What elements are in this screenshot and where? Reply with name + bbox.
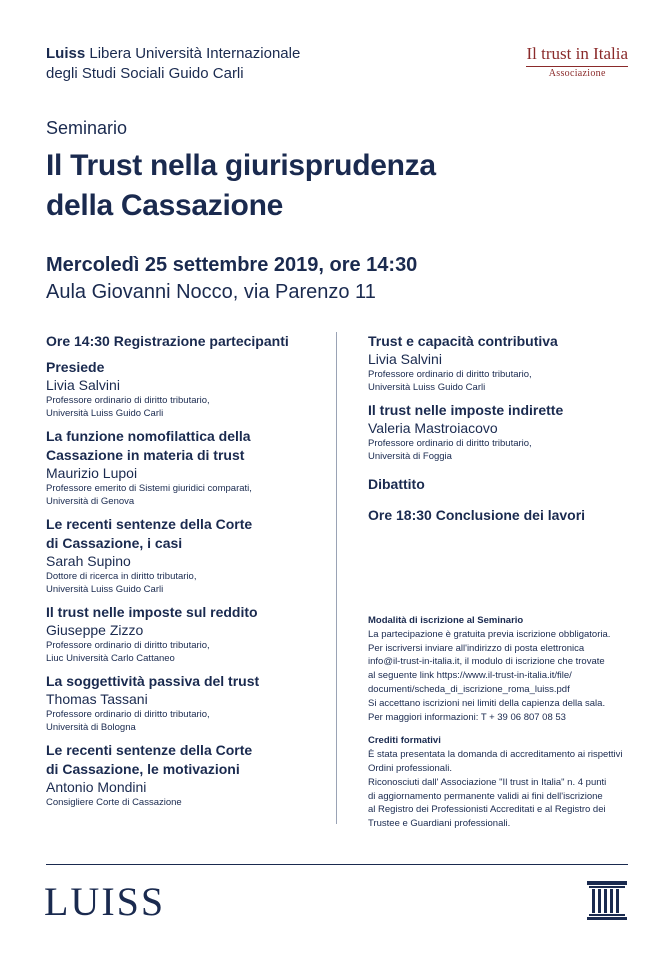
credits-line: È stata presentata la domanda di accreditamento ai rispettivi (368, 749, 623, 761)
trust-in-italia-logo (526, 44, 628, 79)
speaker-desc: Consigliere Corte di Cassazione (46, 797, 182, 808)
item-heading: Trust e capacità contributiva (368, 333, 558, 349)
institution-name (46, 44, 300, 84)
item-heading: La funzione nomofilattica della (46, 428, 251, 444)
program-item (46, 515, 316, 596)
registration-line: Per iscriversi inviare all'indirizzo di posta elettronica (368, 642, 585, 654)
program-item (46, 332, 316, 351)
item-heading: Il trust nelle imposte indirette (368, 402, 564, 418)
speaker-name: Maurizio Lupoi (46, 465, 138, 481)
speaker-desc: Università Luiss Guido Carli (46, 584, 164, 595)
speaker-name: Sarah Supino (46, 553, 131, 569)
columns-icon (586, 880, 628, 925)
speaker-desc: Professore ordinario di diritto tributario, (46, 640, 210, 651)
item-heading: Le recenti sentenze della Corte (46, 742, 253, 758)
speaker-desc: Liuc Università Carlo Cattaneo (46, 653, 175, 664)
item-heading: di Cassazione, le motivazioni (46, 761, 240, 777)
registration-line: Per maggiori informazioni: T + 39 06 807 08 53 (368, 711, 566, 723)
credits-line: Trustee e Guardiani professionali. (368, 818, 511, 830)
registration-line: info@il-trust-in-italia.it, il modulo di iscrizione che trovate (368, 656, 605, 668)
program-item (46, 741, 316, 809)
speaker-desc: Professore ordinario di diritto tributario, (368, 369, 532, 380)
credits-line: Ordini professionali. (368, 762, 452, 774)
speaker-desc: Università Luiss Guido Carli (368, 382, 486, 393)
event-title-line1: Il Trust nella giurisprudenza (46, 149, 436, 182)
item-heading: La soggettività passiva del trust (46, 673, 260, 689)
speaker-name: Valeria Mastroiacovo (368, 420, 498, 436)
event-title-line2: della Cassazione (46, 189, 283, 222)
program-item (46, 358, 316, 420)
speaker-name: Giuseppe Zizzo (46, 622, 144, 638)
inst-brand: Luiss (46, 45, 86, 62)
speaker-desc: Università di Genova (46, 496, 135, 507)
program-right-column (368, 332, 638, 532)
speaker-desc: Professore ordinario di diritto tributario, (46, 395, 210, 406)
registration-line: al seguente link https://www.il-trust-in-italia.it/file/ (368, 670, 572, 682)
speaker-desc: Professore emerito di Sistemi giuridici comparati, (46, 483, 252, 494)
trust-logo-rule (526, 66, 628, 67)
program-item (368, 475, 638, 494)
item-heading: Dibattito (368, 476, 425, 492)
trust-logo-sub: Associazione (548, 68, 606, 79)
event-title (46, 146, 436, 226)
item-heading: Ore 14:30 Registrazione partecipanti (46, 333, 289, 349)
item-heading: Le recenti sentenze della Corte (46, 516, 253, 532)
credits-line: Riconosciuti dall' Associazione "Il trust in Italia" n. 4 punti (368, 776, 607, 788)
trust-logo-title: Il trust in Italia (526, 44, 628, 63)
registration-line: La partecipazione è gratuita previa iscrizione obbligatoria. (368, 628, 611, 640)
registration-heading: Modalità di iscrizione al Seminario (368, 615, 524, 626)
registration-line: Si accettano iscrizioni nei limiti della capienza della sala. (368, 697, 606, 709)
item-heading: di Cassazione, i casi (46, 535, 183, 551)
event-kind: Seminario (46, 118, 128, 138)
speaker-desc: Università di Bologna (46, 722, 136, 733)
registration-line: documenti/scheda_di_iscrizione_roma_luiss.pdf (368, 683, 570, 695)
program-item (46, 603, 316, 665)
speaker-desc: Università di Foggia (368, 451, 452, 462)
speaker-name: Livia Salvini (46, 377, 120, 393)
program-item (368, 332, 638, 394)
program-item (368, 506, 638, 525)
program-item (46, 672, 316, 734)
program-item (46, 427, 316, 508)
item-heading: Ore 18:30 Conclusione dei lavori (368, 507, 586, 523)
credits-line: al Registro dei Professionisti Accreditati e al Registro dei (368, 804, 606, 816)
credits-heading: Crediti formativi (368, 735, 441, 747)
footer-rule (46, 864, 628, 865)
event-venue: Aula Giovanni Nocco, via Parenzo 11 (46, 281, 376, 303)
inst-line1: Libera Università Internazionale (89, 45, 301, 62)
speaker-name: Antonio Mondini (46, 779, 147, 795)
speaker-desc: Dottore di ricerca in diritto tributario, (46, 571, 197, 582)
event-date: Mercoledì 25 settembre 2019, ore 14:30 (46, 254, 418, 276)
column-divider (336, 332, 337, 824)
item-heading: Cassazione in materia di trust (46, 447, 245, 463)
luiss-logo: LUISS (44, 879, 166, 924)
inst-line2: degli Studi Sociali Guido Carli (46, 65, 244, 82)
program-left-column (46, 332, 316, 816)
speaker-desc: Professore ordinario di diritto tributario, (368, 438, 532, 449)
program-item (368, 401, 638, 463)
speaker-desc: Università Luiss Guido Carli (46, 408, 164, 419)
item-heading: Il trust nelle imposte sul reddito (46, 604, 258, 620)
credits-line: di aggiornamento permanente validi ai fini dell'iscrizione (368, 790, 603, 802)
item-heading: Presiede (46, 359, 105, 375)
speaker-desc: Professore ordinario di diritto tributario, (46, 709, 210, 720)
registration-info (368, 614, 628, 831)
speaker-name: Thomas Tassani (46, 691, 148, 707)
speaker-name: Livia Salvini (368, 351, 442, 367)
